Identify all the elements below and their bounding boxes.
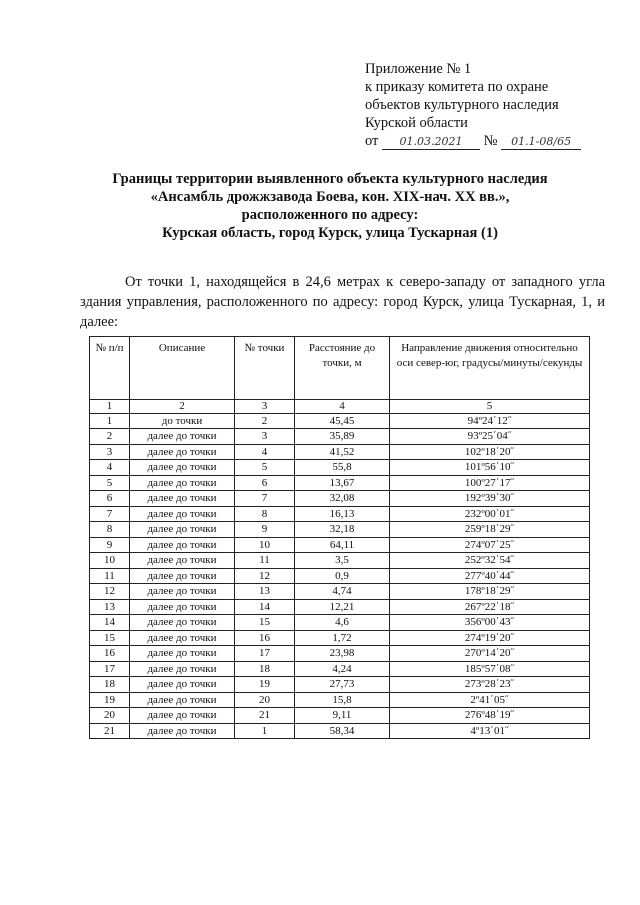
table-row [90,677,590,693]
table-row [90,615,590,631]
header-direction: Направление движения относительно оси север-юг, градусы/минуты/секунды [390,337,590,400]
row-distance: 32,18 [295,522,390,538]
row-direction: 94º24΄12˝ [390,413,590,429]
row-point-number: 2 [235,413,295,429]
table-row [90,661,590,677]
row-direction: 178º18΄29˝ [390,584,590,600]
row-point-number: 12 [235,568,295,584]
order-date-handwritten: 01.03.2021 [382,135,480,150]
row-index: 13 [90,599,130,615]
row-direction: 93º25΄04˝ [390,429,590,445]
column-number: 4 [295,400,390,414]
row-description: далее до точки [130,661,235,677]
row-direction: 100º27΄17˝ [390,475,590,491]
title-line-3: расположенного по адресу: [241,207,419,223]
row-index: 12 [90,584,130,600]
row-distance: 4,24 [295,661,390,677]
row-point-number: 5 [235,460,295,476]
table-row [90,506,590,522]
row-distance: 32,08 [295,491,390,507]
row-direction: 252º32΄54˝ [390,553,590,569]
row-direction: 4º13΄01˝ [390,723,590,739]
row-index: 3 [90,444,130,460]
table-row [90,599,590,615]
row-point-number: 14 [235,599,295,615]
row-distance: 4,74 [295,584,390,600]
date-prefix: от [365,133,379,149]
table-header-row [90,337,590,400]
row-description: далее до точки [130,429,235,445]
row-point-number: 8 [235,506,295,522]
row-point-number: 13 [235,584,295,600]
column-number: 2 [130,400,235,414]
row-distance: 13,67 [295,475,390,491]
row-description: далее до точки [130,677,235,693]
intro-paragraph [80,272,605,332]
row-point-number: 15 [235,615,295,631]
row-direction: 274º19΄20˝ [390,630,590,646]
row-description: до точки [130,413,235,429]
column-number: 3 [235,400,295,414]
row-direction: 356º00΄43˝ [390,615,590,631]
table-row [90,723,590,739]
table-row [90,444,590,460]
row-distance: 35,89 [295,429,390,445]
row-direction: 259º18΄29˝ [390,522,590,538]
intro-text: От точки 1, находящейся в 24,6 метрах к северо-западу от западного угла здания управления, расположенного по адресу: город Курск, улица Тускарная, 1, и далее: [80,274,605,330]
table-row [90,692,590,708]
row-point-number: 9 [235,522,295,538]
row-direction: 274º07΄25˝ [390,537,590,553]
row-index: 9 [90,537,130,553]
row-index: 18 [90,677,130,693]
table-row [90,708,590,724]
row-point-number: 1 [235,723,295,739]
row-direction: 273º28΄23˝ [390,677,590,693]
row-distance: 23,98 [295,646,390,662]
appendix-committee: объектов культурного наследия [365,97,559,113]
row-distance: 27,73 [295,677,390,693]
row-point-number: 10 [235,537,295,553]
row-index: 8 [90,522,130,538]
row-description: далее до точки [130,506,235,522]
row-index: 11 [90,568,130,584]
row-description: далее до точки [130,537,235,553]
title-line-2: «Ансамбль дрожжзавода Боева, кон. XIX-нач. XX вв.», [150,189,510,205]
row-index: 19 [90,692,130,708]
boundary-points-table [89,336,590,739]
row-index: 10 [90,553,130,569]
row-point-number: 3 [235,429,295,445]
row-point-number: 16 [235,630,295,646]
table-row [90,568,590,584]
header-point-number: № точки [235,337,295,400]
row-direction: 277º40΄44˝ [390,568,590,584]
row-description: далее до точки [130,615,235,631]
row-index: 5 [90,475,130,491]
row-index: 1 [90,413,130,429]
row-distance: 45,45 [295,413,390,429]
row-description: далее до точки [130,444,235,460]
column-number-row [90,400,590,414]
table-row [90,584,590,600]
row-distance: 4,6 [295,615,390,631]
title-line-1: Границы территории выявленного объекта культурного наследия [112,171,548,187]
header-index: № п/п [90,337,130,400]
row-direction: 185º57΄08˝ [390,661,590,677]
table-row [90,537,590,553]
column-number: 1 [90,400,130,414]
row-description: далее до точки [130,599,235,615]
appendix-order-ref: к приказу комитета по охране [365,79,549,95]
column-number: 5 [390,400,590,414]
row-index: 4 [90,460,130,476]
row-distance: 16,13 [295,506,390,522]
row-index: 20 [90,708,130,724]
table-row [90,491,590,507]
row-point-number: 19 [235,677,295,693]
row-description: далее до точки [130,630,235,646]
table-row [90,522,590,538]
row-distance: 9,11 [295,708,390,724]
row-distance: 3,5 [295,553,390,569]
number-prefix: № [483,133,498,149]
row-distance: 15,8 [295,692,390,708]
title-line-4: Курская область, город Курск, улица Тускарная (1) [162,225,498,241]
row-point-number: 6 [235,475,295,491]
row-point-number: 20 [235,692,295,708]
row-distance: 55,8 [295,460,390,476]
row-index: 21 [90,723,130,739]
row-index: 16 [90,646,130,662]
row-distance: 1,72 [295,630,390,646]
row-direction: 267º22΄18˝ [390,599,590,615]
row-description: далее до точки [130,723,235,739]
row-point-number: 7 [235,491,295,507]
row-point-number: 21 [235,708,295,724]
document-title [60,170,600,242]
row-direction: 102º18΄20˝ [390,444,590,460]
appendix-number: Приложение № 1 [365,61,472,77]
table-row [90,553,590,569]
row-description: далее до точки [130,491,235,507]
row-index: 6 [90,491,130,507]
table-row [90,630,590,646]
row-description: далее до точки [130,708,235,724]
row-index: 7 [90,506,130,522]
row-point-number: 18 [235,661,295,677]
row-description: далее до точки [130,584,235,600]
header-description: Описание [130,337,235,400]
row-point-number: 4 [235,444,295,460]
row-direction: 270º14΄20˝ [390,646,590,662]
row-description: далее до точки [130,460,235,476]
row-index: 2 [90,429,130,445]
row-description: далее до точки [130,475,235,491]
row-description: далее до точки [130,692,235,708]
row-direction: 2º41΄05˝ [390,692,590,708]
row-direction: 192º39΄30˝ [390,491,590,507]
row-point-number: 17 [235,646,295,662]
row-distance: 58,34 [295,723,390,739]
row-description: далее до точки [130,553,235,569]
table-row [90,413,590,429]
table-row [90,646,590,662]
table-row [90,429,590,445]
row-description: далее до точки [130,646,235,662]
row-description: далее до точки [130,568,235,584]
row-direction: 276º48΄19˝ [390,708,590,724]
row-point-number: 11 [235,553,295,569]
row-distance: 64,11 [295,537,390,553]
row-direction: 101º56΄10˝ [390,460,590,476]
row-index: 15 [90,630,130,646]
row-index: 17 [90,661,130,677]
row-description: далее до точки [130,522,235,538]
header-distance: Расстояние до точки, м [295,337,390,400]
row-distance: 0,9 [295,568,390,584]
appendix-region: Курской области [365,115,468,131]
order-date-number-line [365,132,625,150]
table-row [90,460,590,476]
row-direction: 232º00΄01˝ [390,506,590,522]
appendix-header [365,60,625,150]
order-number-handwritten: 01.1-08/65 [501,135,581,150]
table-row [90,475,590,491]
row-index: 14 [90,615,130,631]
row-distance: 12,21 [295,599,390,615]
row-distance: 41,52 [295,444,390,460]
